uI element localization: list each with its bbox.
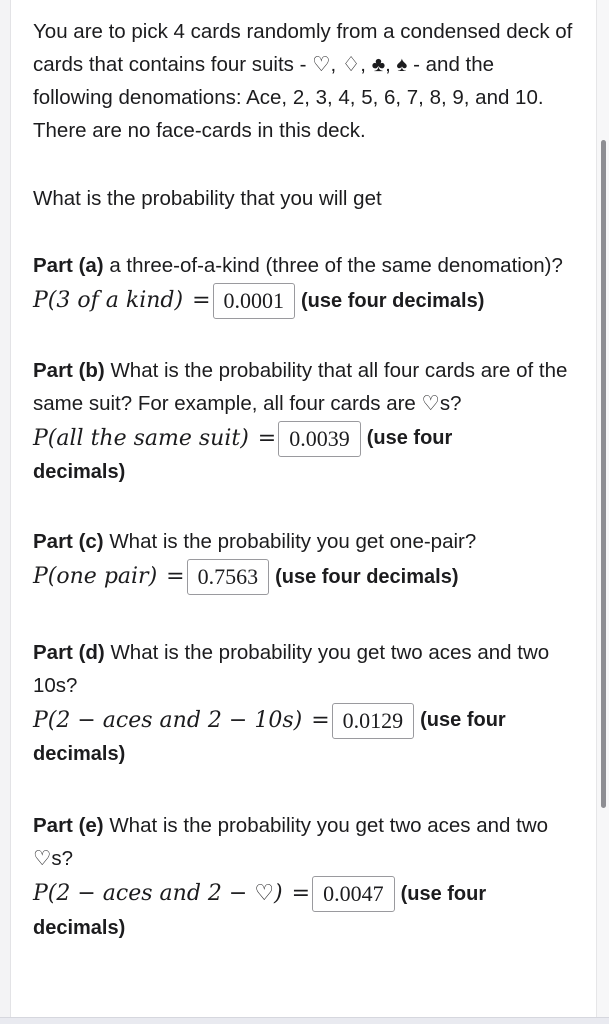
part-d-answer-input[interactable]: 0.0129 [332,703,415,739]
left-frame-border [0,0,11,1024]
part-e-question [33,809,573,875]
part-d-equals: = [311,707,330,733]
part-d-answer-line [33,702,573,740]
part-e-text: What is the probability you get two aces and two ♡s? [33,814,549,870]
part-b-question [33,354,573,420]
part-c-question [33,525,573,558]
part-d-math-lhs: P(2 − aces and 2 − 10s) [33,707,303,733]
part-d [33,636,573,770]
part-c-answer-input[interactable]: 0.7563 [187,559,270,595]
intro-text: You are to pick 4 cards randomly from a condensed deck of cards that contains four suits - ♡, ♢, ♣, ♠ - and the following denomations: Ace, 2, 3, 4, 5, 6, 7, 8, 9, and 10. There are no face-cards in this deck. [33,20,573,142]
part-a-hint: (use four decimals) [301,289,485,312]
part-e-answer-input[interactable]: 0.0047 [312,876,395,912]
question-content [33,0,573,943]
part-d-label: Part (d) [33,640,105,664]
part-d-question [33,636,573,702]
part-c-text: What is the probability you get one-pair? [103,530,477,553]
part-a [33,249,573,320]
part-b-hint: (use four [366,427,453,449]
part-e-equals: = [291,881,311,906]
part-b-answer-input[interactable]: 0.0039 [278,421,361,457]
bottom-frame-bar [0,1017,609,1024]
part-e-hint: (use four [400,882,487,905]
part-b-hint-continued: decimals) [33,461,126,483]
part-e-hint-continued: decimals) [33,916,126,939]
part-b [33,354,573,488]
part-b-label: Part (b) [33,358,105,382]
question-prompt: What is the probability that you will get [33,187,382,210]
part-d-hint-continued: decimals) [33,743,126,765]
part-a-answer-input[interactable]: 0.0001 [213,283,296,319]
part-d-hint: (use four [420,709,506,731]
vertical-scrollbar[interactable] [601,140,606,808]
part-e-label: Part (e) [33,814,104,837]
part-c-hint: (use four decimals) [275,565,459,588]
part-a-equals: = [192,288,211,313]
part-e [33,809,573,943]
part-b-text: What is the probability that all four cards are of the same suit? For example, all four cards are ♡s? [33,358,568,415]
part-b-math-lhs: P(all the same suit) [33,425,249,451]
part-c [33,525,573,596]
part-c-equals: = [166,564,185,589]
part-b-answer-line [33,420,573,458]
part-d-text: What is the probability you get two aces and two 10s? [33,640,550,697]
part-e-answer-line [33,875,573,913]
part-c-answer-line [33,558,573,596]
part-c-label: Part (c) [33,530,104,553]
part-a-text: a three-of-a-kind (three of the same denomation)? [103,254,563,277]
part-a-question [33,249,573,282]
part-a-math-lhs: P(3 of a kind) [33,288,184,313]
part-e-math-lhs: P(2 − aces and 2 − ♡) [33,881,283,906]
part-a-label: Part (a) [33,254,104,277]
part-b-equals: = [257,425,277,451]
part-a-answer-line [33,282,573,320]
part-c-math-lhs: P(one pair) [33,564,158,589]
